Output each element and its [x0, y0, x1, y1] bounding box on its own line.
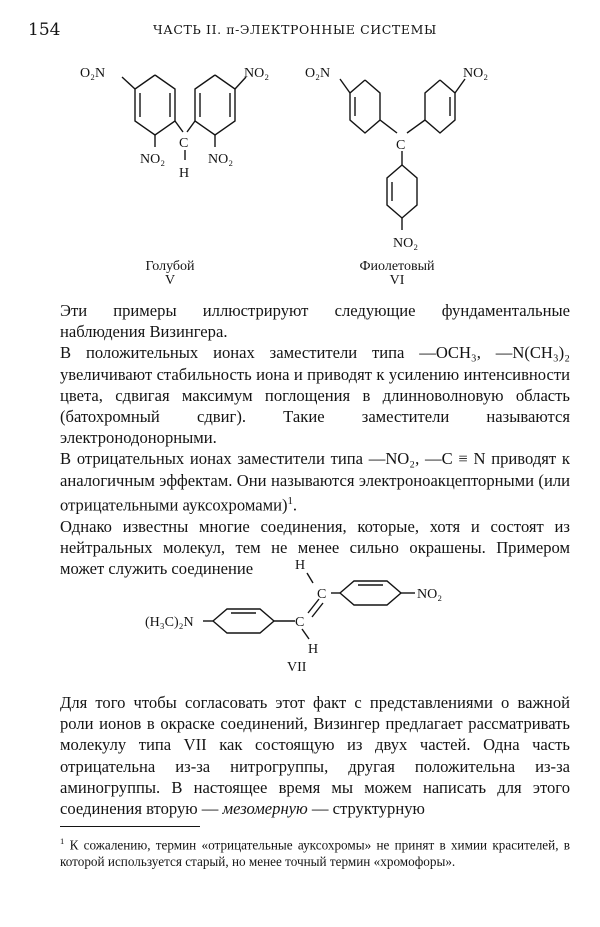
caption-vi-name: Фиолетовый [359, 259, 435, 274]
footnote-marker: 1 [60, 836, 65, 846]
label-no2-vii: NO₂ [417, 587, 443, 602]
label-c-v: C [179, 136, 189, 151]
footnote-text: К сожалению, термин «отрицательные ауксохромы» не принят в химии красителей, в которой используется старый, но менее точный термин «хромофоры». [60, 837, 570, 870]
label-no2-right-v: NO₂ [244, 66, 270, 81]
label-c-bottom-vii: C [295, 615, 305, 630]
footnote-divider [60, 826, 200, 827]
paragraph-1: Эти примеры иллюстрируют следующие фундаментальные наблюдения Визингера. [60, 301, 570, 342]
paragraph-5-italic: мезомерную [222, 799, 308, 819]
caption-vi-roman: VI [389, 273, 405, 288]
footnote [60, 833, 570, 870]
caption-v-name: Голубой [145, 259, 195, 274]
label-no2-br-v: NO₂ [208, 152, 234, 167]
caption-vi [337, 259, 457, 289]
bond-c-right-vi [407, 120, 425, 133]
label-o2n-vi: O₂N [305, 66, 331, 81]
label-o2n-v: O₂N [80, 66, 106, 81]
bond-o2n-vi [340, 79, 350, 93]
body-text-lower [60, 692, 570, 819]
paragraph-5 [60, 692, 570, 819]
paragraph-5-end: — структурную [311, 799, 425, 819]
caption-v [110, 259, 230, 289]
structure-vii [145, 555, 465, 675]
bond-c-h-top [307, 573, 313, 583]
label-h-bottom-vii: H [308, 642, 319, 657]
page-number: 154 [28, 20, 61, 40]
bond-c-left-vi [380, 120, 397, 133]
running-title: ЧАСТЬ II. π-ЭЛЕКТРОННЫЕ СИСТЕМЫ [153, 22, 437, 37]
structure-v [80, 55, 300, 255]
ring-right-v [195, 75, 235, 135]
structure-vi [305, 55, 535, 255]
bond-c-right-v [187, 121, 195, 132]
bond-c-h-bottom [302, 629, 309, 639]
label-no2-bl-v: NO₂ [140, 152, 166, 167]
caption-v-roman: V [164, 273, 176, 288]
label-no2-bottom-vi: NO₂ [393, 236, 419, 251]
bond-no2-right-vi [455, 79, 465, 93]
paragraph-4: Однако известны многие соединения, которые, хотя и состоят из нейтральных молекул, тем не менее сильно окрашены. Примером может служить соединение [60, 516, 570, 578]
bond-o2n-v [122, 77, 135, 89]
paragraph-3 [60, 448, 570, 515]
paragraph-3-text: В отрицательных ионах заместители типа —NO₂, —C ≡ N приводят к аналогичным эффектам. Они называются электроноакцепторными (или отрицательными ауксохромами) [60, 449, 570, 515]
paragraph-2: В положительных ионах заместители типа —OCH₃, —N(CH₃)₂ увеличивают стабильность иона и приводят к усилению интенсивности цвета, сдвигая максимум поглощения в длинноволновую область (батохромный сдвиг). Такие заместители называются электронодонорными. [60, 343, 570, 448]
caption-vii: VII [287, 660, 307, 675]
label-no2-right-vi: NO₂ [463, 66, 489, 81]
label-c-vi: C [396, 138, 406, 153]
page-header [28, 20, 572, 44]
label-h-top-vii: H [295, 558, 306, 573]
body-text-upper [60, 300, 570, 579]
label-c-top-vii: C [317, 587, 327, 602]
ring-left-v [135, 75, 175, 135]
bond-c-left-v [175, 121, 183, 132]
paragraph-5-text: Для того чтобы согласовать этот факт с представлениями о важной роли ионов в окраске соединений, Визингер предлагает рассматривать молекулу типа VII как состоящую из двух частей. Одна часть отрицательна из-за нитрогруппы, другая положительна из-за аминогруппы. В настоящее время мы можем написать для этого соединения вторую — [60, 693, 570, 819]
paragraph-3-end: . [292, 495, 298, 515]
label-h-v: H [179, 166, 190, 181]
footnote-ref: 1 [287, 494, 293, 507]
label-h3c2n-vii: (H₃C)₂N [145, 615, 194, 630]
